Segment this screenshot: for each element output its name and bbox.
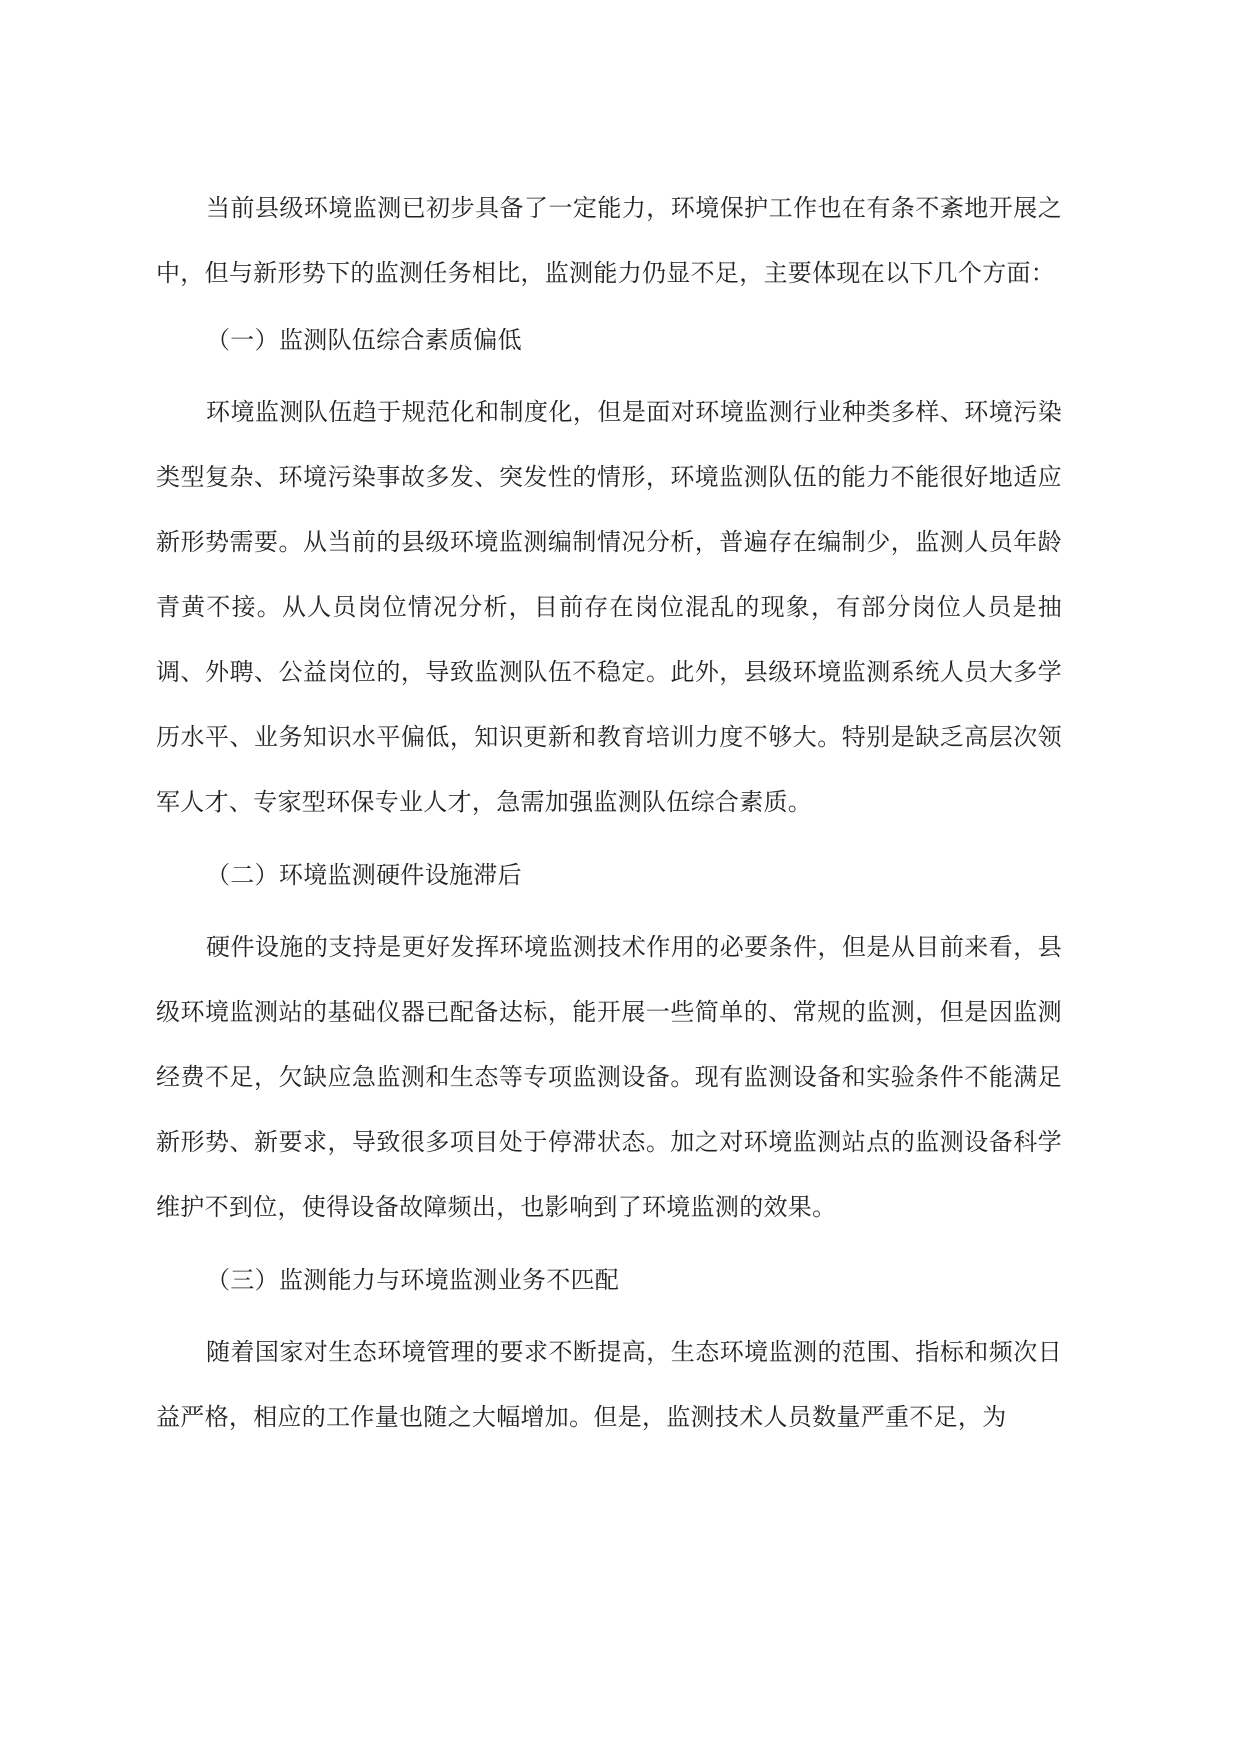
- section-heading-1: （一）监测队伍综合素质偏低: [206, 326, 522, 354]
- section-1-paragraph: 环境监测队伍趋于规范化和制度化，但是面对环境监测行业种类多样、环境污染类型复杂、环境污染事故多发、突发性的情形，环境监测队伍的能力不能很好地适应新形势需要。从当前的县级环境监测编制情况分析，普遍存在编制少，监测人员年龄青黄不接。从人员岗位情况分析，目前存在岗位混乱的现象，有部分岗位人员是抽调、外聘、公益岗位的，导致监测队伍不稳定。此外，县级环境监测系统人员大多学历水平、业务知识水平偏低，知识更新和教育培训力度不够大。特别是缺乏高层次领军人才、专家型环保专业人才，急需加强监测队伍综合素质。: [156, 398, 1062, 816]
- section-3-paragraph: 随着国家对生态环境管理的要求不断提高，生态环境监测的范围、指标和频次日益严格，相应的工作量也随之大幅增加。但是，监测技术人员数量严重不足，为: [156, 1338, 1062, 1431]
- document-page: [156, 176, 1062, 1450]
- section-heading-2: （二）环境监测硬件设施滞后: [206, 861, 522, 889]
- section-2-paragraph: 硬件设施的支持是更好发挥环境监测技术作用的必要条件，但是从目前来看，县级环境监测站的基础仪器已配备达标，能开展一些简单的、常规的监测，但是因监测经费不足，欠缺应急监测和生态等专项监测设备。现有监测设备和实验条件不能满足新形势、新要求，导致很多项目处于停滞状态。加之对环境监测站点的监测设备科学维护不到位，使得设备故障频出，也影响到了环境监测的效果。: [156, 933, 1062, 1221]
- intro-paragraph: 当前县级环境监测已初步具备了一定能力，环境保护工作也在有条不紊地开展之中，但与新形势下的监测任务相比，监测能力仍显不足，主要体现在以下几个方面：: [156, 194, 1062, 287]
- section-heading-3: （三）监测能力与环境监测业务不匹配: [206, 1266, 620, 1294]
